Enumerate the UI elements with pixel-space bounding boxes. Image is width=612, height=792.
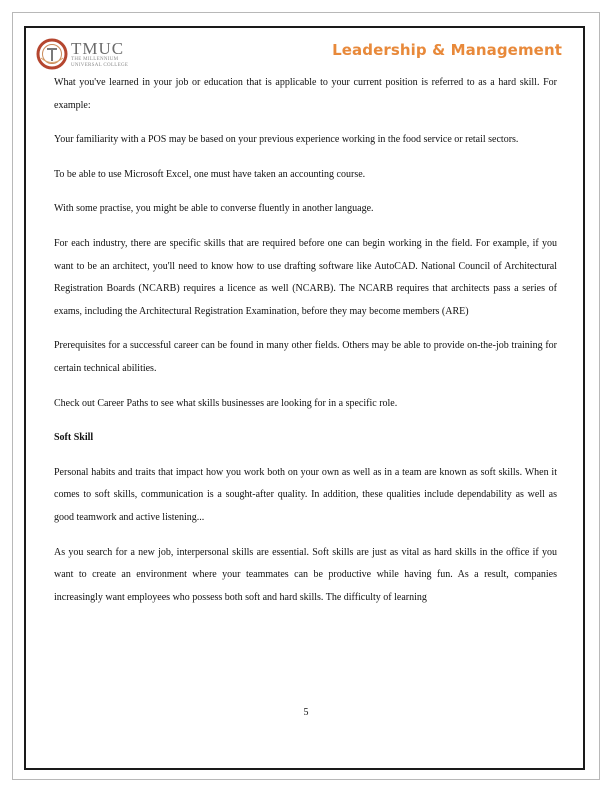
section-heading-soft-skill: Soft Skill [54, 432, 94, 444]
paragraph-industry-skills: For each industry, there are specific skills that are required before one can begin working in the field. For example, if you want to be an architect, you'll need to know how to use drafting software like AutoCAD. National Council of Architectural Registration Boards (NCARB) requires a licence as well (NCARB). The NCARB requires that architects pass a series of exams, including the Architectural Registration Examination, before they may become members (ARE) [54, 237, 557, 317]
page-number: 5 [303, 707, 309, 718]
paragraph-hard-skill-intro: What you've learned in your job or education that is applicable to your current position is referred to as a hard skill. For example: [54, 77, 557, 111]
paragraph-language-example: With some practise, you might be able to converse fluently in another language. [54, 203, 374, 215]
paragraph-excel-example: To be able to use Microsoft Excel, one must have taken an accounting course. [54, 168, 366, 180]
document-body [54, 72, 557, 621]
tmuc-emblem-icon [36, 38, 68, 70]
paragraph-interpersonal-skills: As you search for a new job, interpersonal skills are essential. Soft skills are just as vital as hard skills in the office if you want to create an environment where your teammates can be productive while having fun. As a result, companies increasingly want employees who possess both soft and hard skills. The difficulty of learning [54, 546, 557, 603]
paragraph-soft-skills-definition: Personal habits and traits that impact how you work both on your own as well as in a team are known as soft skills. When it comes to soft skills, communication is a sought-after quality. In addition, these qualities include dependability as well as good teamwork and active listening... [54, 466, 557, 523]
paragraph-pos-example: Your familiarity with a POS may be based on your previous experience working in the food service or retail sectors. [54, 134, 519, 146]
logo-subtitle-line2: UNIVERSAL COLLEGE [71, 62, 129, 68]
paragraph-career-paths: Check out Career Paths to see what skills businesses are looking for in a specific role. [54, 397, 398, 409]
tmuc-logo [36, 38, 128, 70]
paragraph-prerequisites: Prerequisites for a successful career can be found in many other fields. Others may be able to provide on-the-job training for certain technical abilities. [54, 340, 557, 374]
logo-wordmark: TMUC [71, 38, 125, 58]
logo-subtitle-line1: THE MILLENNIUM [71, 56, 119, 62]
page-header [36, 36, 562, 70]
document-title: Leadership & Management [332, 41, 562, 59]
